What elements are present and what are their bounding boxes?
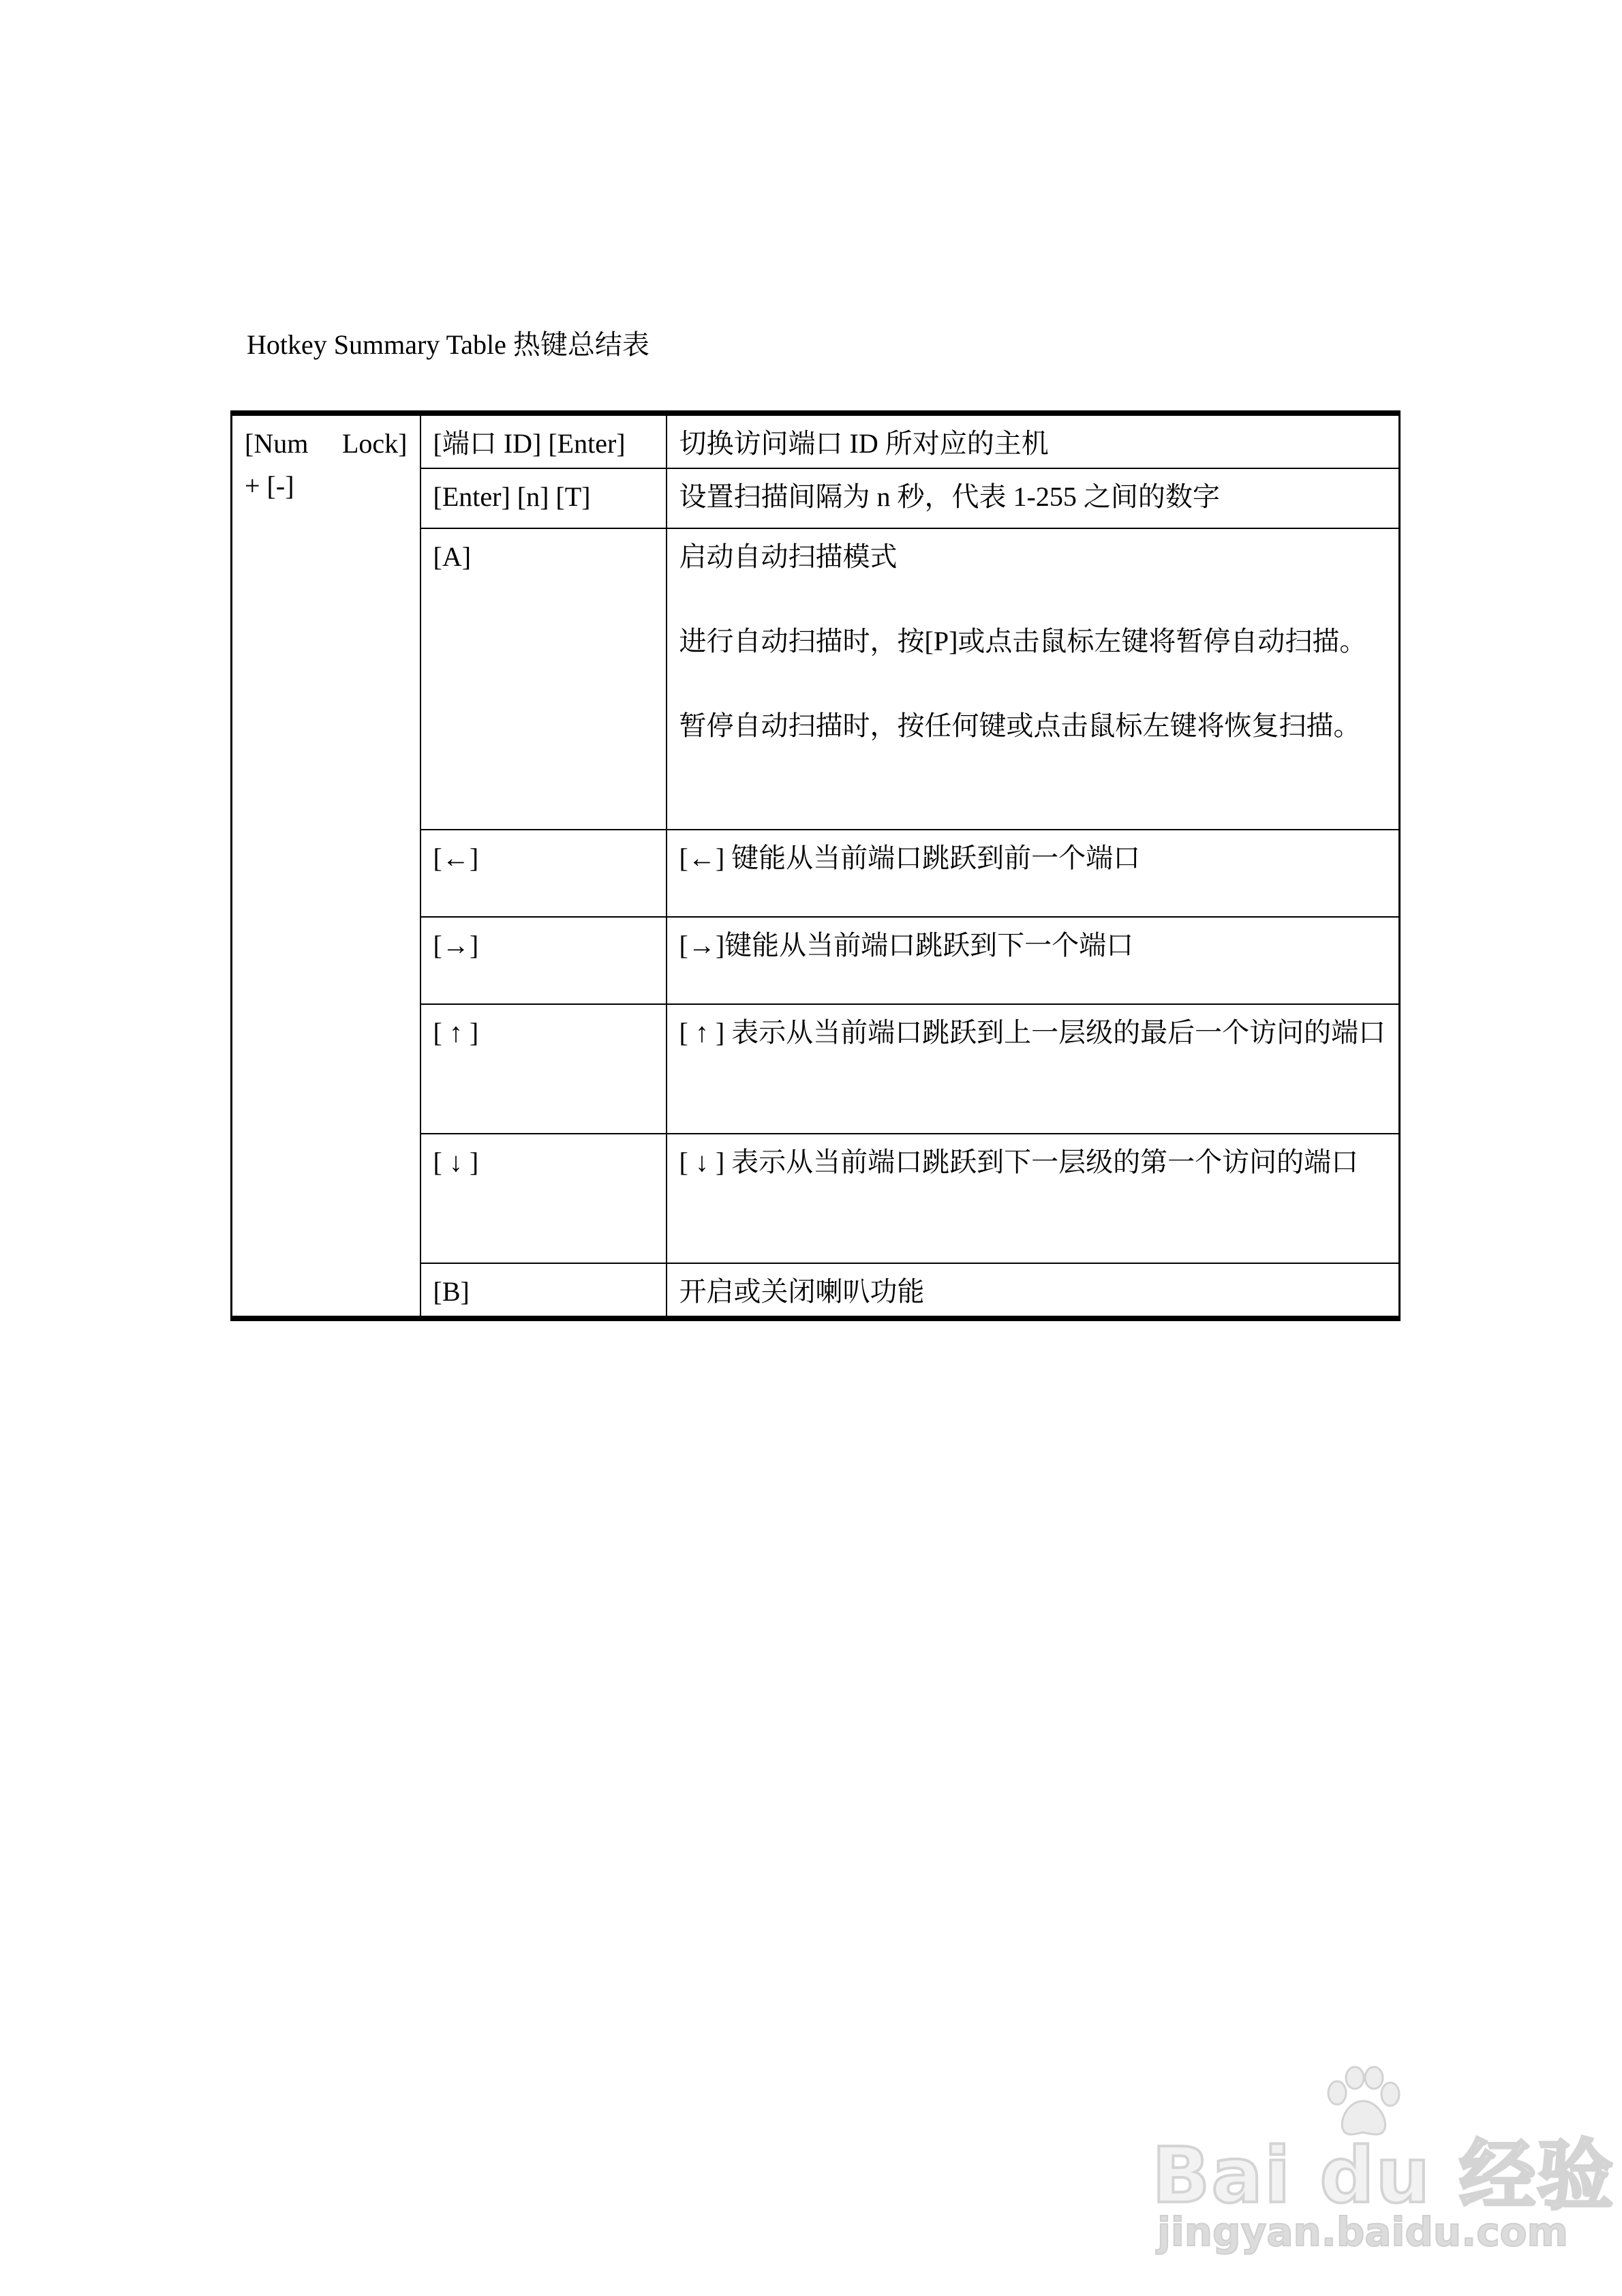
hotkey-key-cell: [Enter] [n] [T] [420,468,667,528]
hotkey-desc-cell [667,830,1400,917]
hotkey-key-cell: [ ↓ ] [420,1134,667,1263]
hotkey-key-cell: [→] [420,917,667,1004]
hotkey-desc-cell [667,528,1400,830]
hotkey-desc-text: [→]键能从当前端口跳跃到下一个端口 [679,930,1134,961]
hotkey-summary-table [230,410,1401,1321]
hotkey-desc-text: 开启或关闭喇叭功能 [679,1276,925,1307]
prefix-part-lock: Lock] [341,428,408,459]
hotkey-desc-cell [667,917,1400,1004]
prefix-part-minus: + [-] [245,470,294,501]
hotkey-desc-text: [ ↑ ] 表示从当前端口跳跃到上一层级的最后一个访问的端口 [679,1017,1386,1048]
hotkey-desc-text: 启动自动扫描模式 [679,541,898,572]
baidu-jingyan-watermark [1152,2052,1615,2270]
watermark-url: jingyan.baidu.com [1157,2209,1568,2255]
hotkey-key-cell: [←] [420,830,667,917]
hotkey-desc-text: 切换访问端口 ID 所对应的主机 [679,428,1049,459]
hotkey-desc-cell [667,1134,1400,1263]
watermark-brand: Bai du 经验 [1152,2132,1615,2220]
hotkey-desc-text: 设置扫描间隔为 n 秒，代表 1-255 之间的数字 [679,481,1220,512]
hotkey-prefix-cell [232,413,420,1318]
hotkey-desc-cell [667,468,1400,528]
hotkey-key-cell: [ ↑ ] [420,1004,667,1134]
hotkey-desc-cell [667,1263,1400,1318]
hotkey-desc-text: 进行自动扫描时，按[P]或点击鼠标左键将暂停自动扫描。 [679,626,1367,656]
hotkey-key-cell: [端口 ID] [Enter] [420,413,667,468]
page-title: Hotkey Summary Table 热键总结表 [247,329,649,360]
hotkey-desc-text: [←] 键能从当前端口跳跃到前一个端口 [679,843,1141,873]
hotkey-desc-cell [667,1004,1400,1134]
table-row [232,413,1400,468]
hotkey-desc-cell [667,413,1400,468]
hotkey-key-cell: [A] [420,528,667,830]
prefix-part-num: [Num [245,428,309,459]
hotkey-desc-text: 暂停自动扫描时，按任何键或点击鼠标左键将恢复扫描。 [679,710,1361,741]
hotkey-key-cell: [B] [420,1263,667,1318]
hotkey-desc-text: [ ↓ ] 表示从当前端口跳跃到下一层级的第一个访问的端口 [679,1147,1359,1177]
